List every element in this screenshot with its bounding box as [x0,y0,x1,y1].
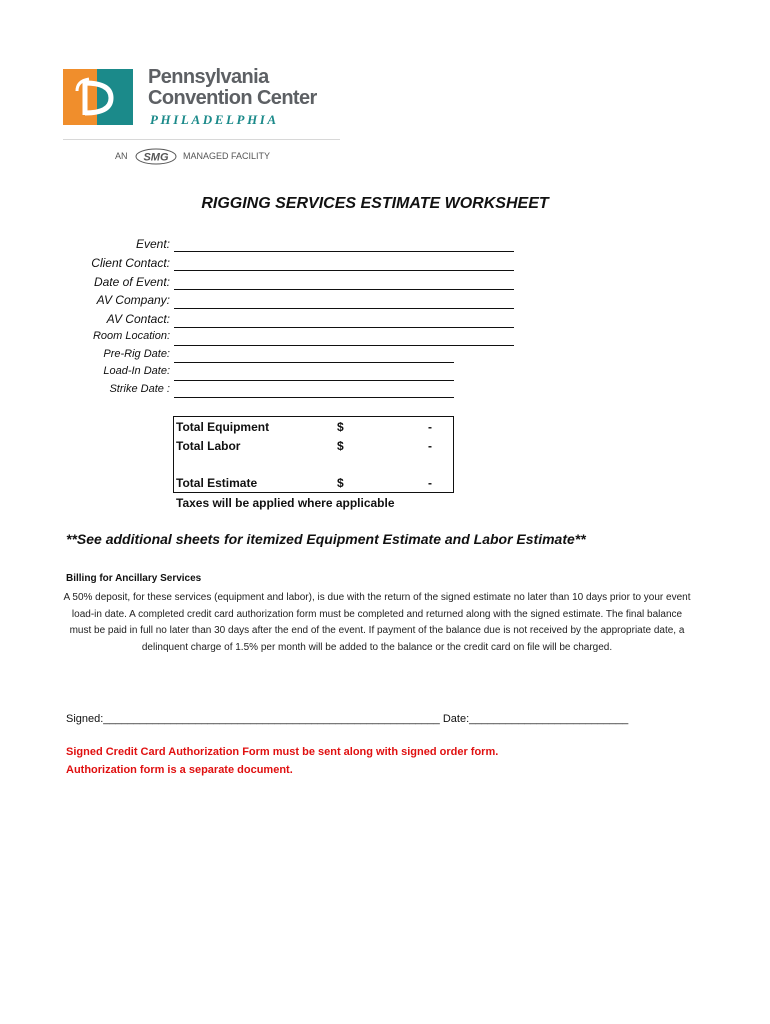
client-contact-field[interactable] [174,270,514,271]
logo-line-philadelphia: PHILADELPHIA [150,112,279,127]
date-of-event-field[interactable] [174,289,514,290]
logo-line-pennsylvania: Pennsylvania [148,66,269,88]
logo-divider [63,139,340,140]
page-title: RIGGING SERVICES ESTIMATE WORKSHEET [201,195,549,212]
svg-text:SMG: SMG [143,151,169,164]
room-location-field[interactable] [174,345,514,346]
av-contact-field[interactable] [174,327,514,328]
total-estimate-currency: $ [337,476,344,490]
total-equipment-currency: $ [337,420,344,434]
additional-sheets-note: **See additional sheets for itemized Equipment Estimate and Labor Estimate** [66,531,586,547]
strike-date-label: Strike Date : [109,383,170,395]
billing-heading: Billing for Ancillary Services [66,573,202,584]
total-labor-currency: $ [337,439,344,453]
av-company-field[interactable] [174,308,514,309]
total-equipment-value: - [428,420,432,434]
logo-managed-facility-text: MANAGED FACILITY [183,151,271,161]
av-contact-label: AV Contact: [106,312,170,326]
load-in-date-label: Load-In Date: [103,365,170,377]
date-of-event-label: Date of Event: [93,275,170,289]
total-estimate-label: Total Estimate [176,476,258,490]
pre-rig-date-field[interactable] [174,362,454,363]
logo-an-text: AN [115,151,128,161]
event-label: Event: [135,237,170,251]
av-company-label: AV Company: [96,293,170,307]
strike-date-field[interactable] [174,397,454,398]
room-location-label: Room Location: [92,330,170,342]
pcc-logo-mark [63,69,133,125]
pre-rig-date-label: Pre-Rig Date: [103,348,170,360]
smg-logo-icon [135,148,177,165]
signature-date-line[interactable]: Signed:_______________________________________________________ Date:__________________________ [66,713,629,725]
authorization-form-note: Authorization form is a separate document. [66,764,293,776]
total-estimate-value: - [428,476,432,490]
total-labor-label: Total Labor [176,439,241,453]
event-field[interactable] [174,251,514,252]
credit-card-form-note: Signed Credit Card Authorization Form must be sent along with signed order form. [66,746,499,758]
client-contact-label: Client Contact: [91,256,170,270]
logo-line-convention-center: Convention Center [148,87,317,109]
billing-body: A 50% deposit, for these services (equipment and labor), is due with the return of the signed estimate no later than 10 days prior to your event load-in date. A completed credit card authorization form must be completed and returned along with the signed estimate. The final balance must be paid in full no later than 30 days after the end of the event. If payment of the balance due is not received by the appropriate date, a delinquent charge of 1.5% per month will be added to the balance or the credit card on file will be charged. [63,592,691,653]
total-equipment-label: Total Equipment [176,420,270,434]
load-in-date-field[interactable] [174,380,454,381]
total-labor-value: - [428,439,432,453]
taxes-note: Taxes will be applied where applicable [176,496,395,510]
